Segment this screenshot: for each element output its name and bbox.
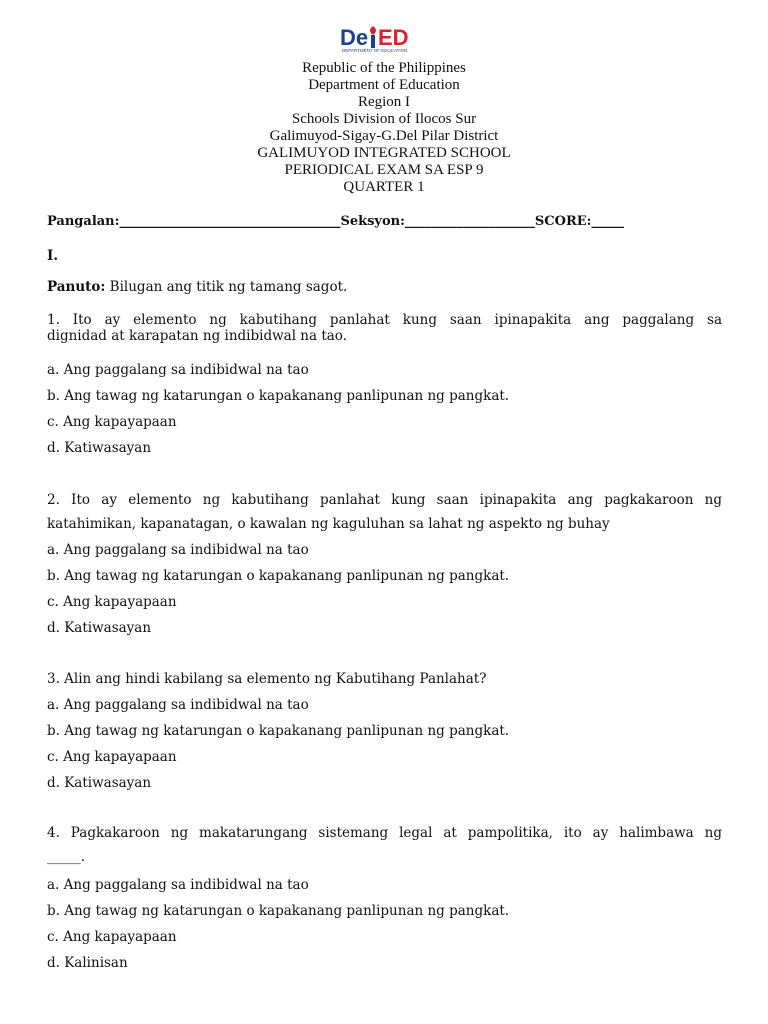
choice-c[interactable]: c. Ang kapayapaan (47, 594, 177, 610)
choice-b[interactable]: b. Ang tawag ng katarungan o kapakanang panlipunan ng pangkat. (47, 723, 510, 739)
logo-subtext: DEPARTMENT OF EDUCATION (342, 48, 408, 53)
question-1 (47, 312, 722, 344)
header-line: GALIMUYOD INTEGRATED SCHOOL (257, 145, 511, 161)
question-text: 4. Pagkakaroon ng makatarungang sistemang legal at pampolitika, ito ay halimbawa ng (47, 825, 722, 841)
choice-a[interactable]: a. Ang paggalang sa indibidwal na tao (47, 362, 309, 378)
header-line: Schools Division of Ilocos Sur (291, 111, 477, 127)
question-3: 3. Alin ang hindi kabilang sa elemento ng Kabutihang Panlahat? (47, 671, 487, 687)
choice-a[interactable]: a. Ang paggalang sa indibidwal na tao (47, 697, 309, 713)
name-label: Pangalan: (47, 214, 120, 229)
choice-a[interactable]: a. Ang paggalang sa indibidwal na tao (47, 542, 309, 558)
document-header (0, 60, 768, 196)
section-number: I. (47, 248, 59, 264)
instructions-text: Bilugan ang titik ng tamang sagot. (105, 279, 348, 295)
svg-text:ED: ED (378, 25, 409, 50)
question-text: 2. Ito ay elemento ng kabutihang panlahat kung saan ipinapakita ang pagkakaroon ng (47, 492, 722, 508)
deped-logo (338, 22, 428, 54)
choice-d[interactable]: d. Kalinisan (47, 955, 128, 971)
choice-b[interactable]: b. Ang tawag ng katarungan o kapakanang panlipunan ng pangkat. (47, 903, 510, 919)
question-4 (47, 825, 722, 865)
choice-c[interactable]: c. Ang kapayapaan (47, 929, 177, 945)
choice-c[interactable]: c. Ang kapayapaan (47, 414, 177, 430)
question-text: katahimikan, kapanatagan, o kawalan ng kaguluhan sa lahat ng aspekto ng buhay (47, 516, 610, 532)
choice-c[interactable]: c. Ang kapayapaan (47, 749, 177, 765)
choice-b[interactable]: b. Ang tawag ng katarungan o kapakanang panlipunan ng pangkat. (47, 568, 510, 584)
header-line: Republic of the Philippines (302, 60, 466, 76)
score-field[interactable]: _____ (591, 214, 624, 229)
question-text: _____. (47, 849, 86, 865)
svg-text:De: De (340, 25, 369, 50)
choice-d[interactable]: d. Katiwasayan (47, 775, 152, 791)
choice-d[interactable]: d. Katiwasayan (47, 620, 152, 636)
section-label: Seksyon: (340, 214, 405, 229)
header-line: Department of Education (308, 77, 460, 93)
header-line: Region I (357, 94, 411, 110)
name-field[interactable]: __________________________________ (119, 214, 341, 229)
header-line: PERIODICAL EXAM SA ESP 9 (284, 162, 484, 178)
score-label: SCORE: (534, 214, 592, 229)
section-field[interactable]: ____________________ (404, 214, 535, 229)
choice-a[interactable]: a. Ang paggalang sa indibidwal na tao (47, 877, 309, 893)
header-line: Galimuyod-Sigay-G.Del Pilar District (269, 128, 499, 144)
choice-b[interactable]: b. Ang tawag ng katarungan o kapakanang panlipunan ng pangkat. (47, 388, 510, 404)
header-line: QUARTER 1 (343, 179, 425, 195)
instructions-label: Panuto: (47, 279, 106, 295)
question-text: 1. Ito ay elemento ng kabutihang panlahat kung saan ipinapakita ang paggalang sa (47, 312, 722, 328)
question-2 (47, 492, 722, 532)
question-text: dignidad at karapatan ng indibidwal na tao. (47, 328, 347, 344)
student-info-fields (47, 214, 727, 229)
instructions (47, 279, 347, 295)
choice-d[interactable]: d. Katiwasayan (47, 440, 152, 456)
